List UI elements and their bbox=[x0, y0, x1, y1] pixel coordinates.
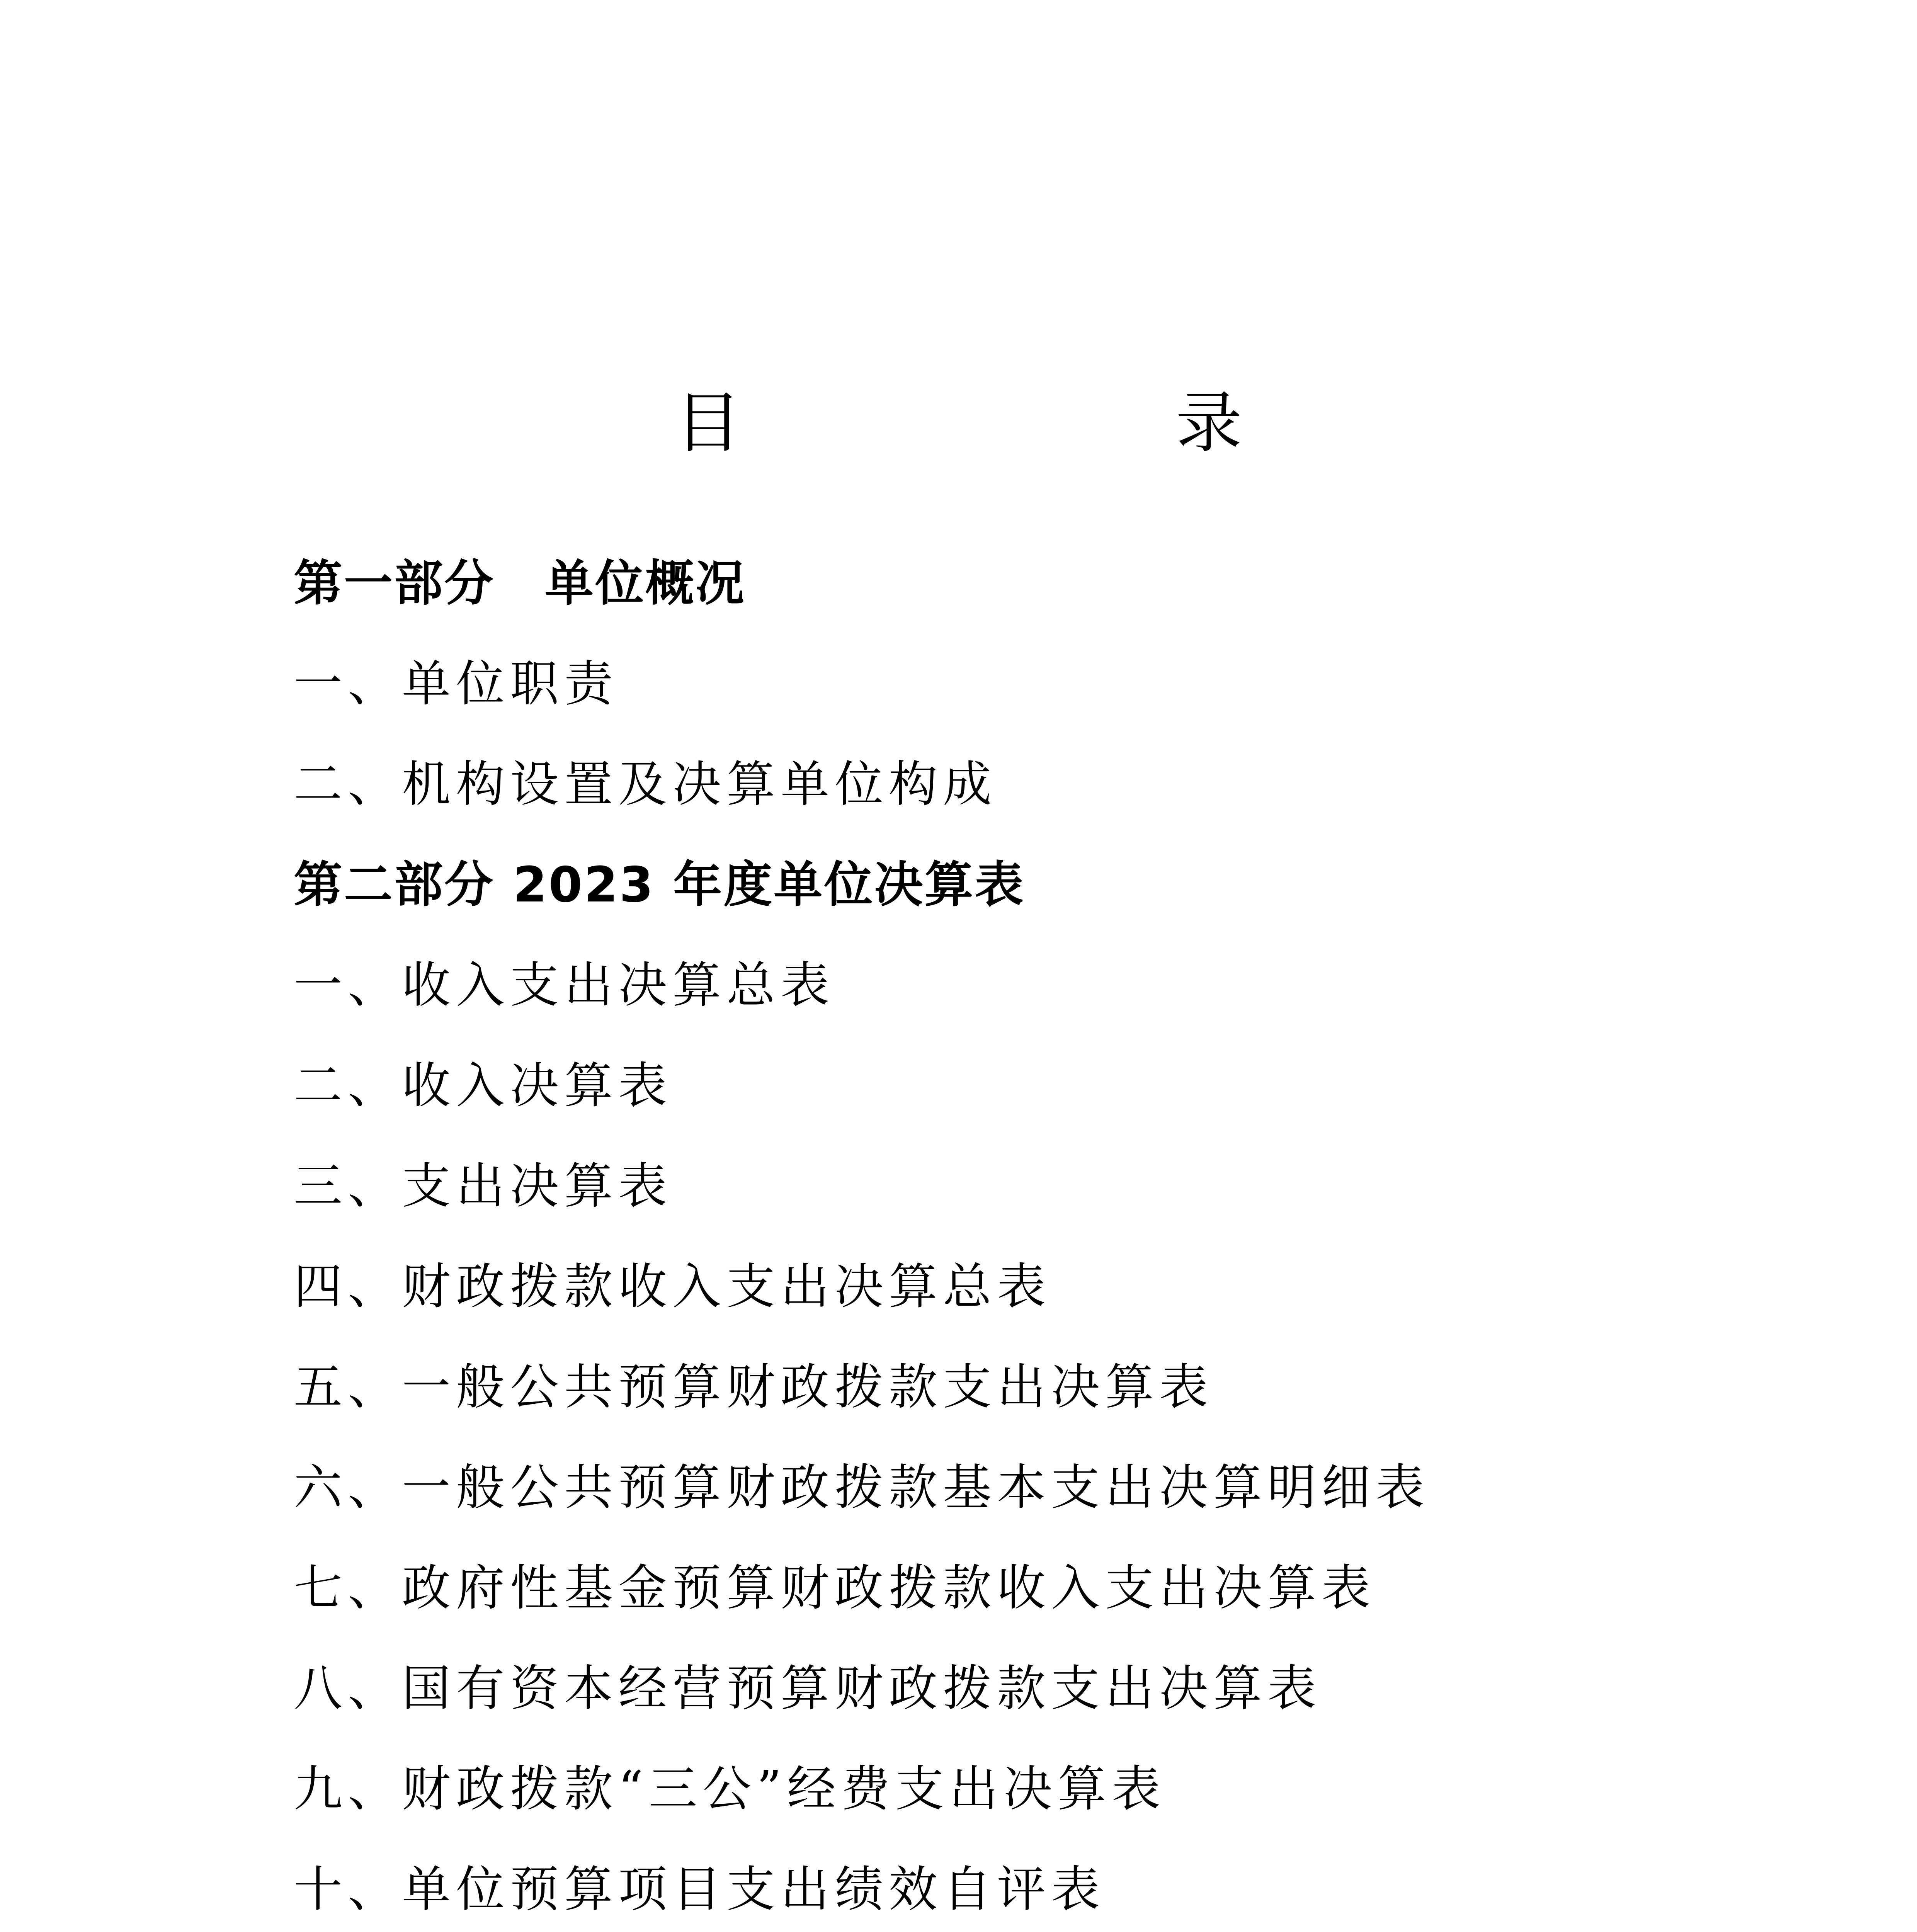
toc-item: 四、财政拨款收入支出决算总表 bbox=[294, 1258, 1051, 1315]
toc-item: 一、单位职责 bbox=[294, 655, 618, 712]
toc-item: 八、国有资本经营预算财政拨款支出决算表 bbox=[294, 1660, 1322, 1717]
toc-item: 二、机构设置及决算单位构成 bbox=[294, 756, 997, 813]
toc-part-2: 第二部分 2023 年度单位决算表 bbox=[294, 856, 1025, 913]
toc-item: 二、收入决算表 bbox=[294, 1057, 672, 1114]
page-title: 目 录 bbox=[675, 384, 1343, 462]
toc-part-1: 第一部分 单位概况 bbox=[294, 555, 746, 612]
toc-item: 三、支出决算表 bbox=[294, 1158, 672, 1214]
toc-item: 七、政府性基金预算财政拨款收入支出决算表 bbox=[294, 1560, 1376, 1616]
toc-item: 五、一般公共预算财政拨款支出决算表 bbox=[294, 1359, 1213, 1415]
table-of-contents bbox=[294, 545, 1762, 1932]
toc-item: 一、收入支出决算总表 bbox=[294, 957, 835, 1014]
toc-item: 六、一般公共预算财政拨款基本支出决算明细表 bbox=[294, 1459, 1430, 1516]
toc-item: 十、单位预算项目支出绩效自评表 bbox=[294, 1861, 1105, 1918]
toc-item: 九、财政拨款“三公”经费支出决算表 bbox=[294, 1760, 1166, 1817]
